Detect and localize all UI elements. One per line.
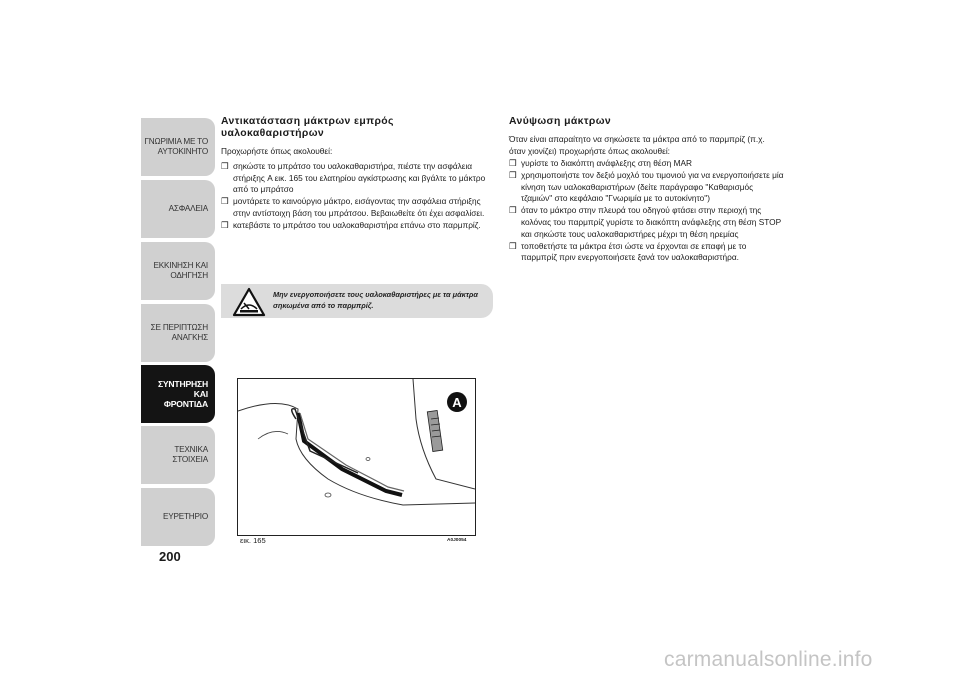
sidebar-tab-label: ΕΥΡΕΤΗΡΙΟ bbox=[162, 512, 208, 521]
list-item bbox=[221, 196, 496, 219]
sidebar-tab-technical-data[interactable] bbox=[141, 426, 215, 484]
left-intro: Προχωρήστε όπως ακολουθεί: bbox=[221, 146, 333, 156]
page-number: 200 bbox=[159, 549, 181, 564]
left-steps-list bbox=[221, 161, 496, 232]
left-heading: Αντικατάσταση μάκτρων εμπρός υαλοκαθαριστήρων bbox=[221, 116, 394, 139]
sidebar-tab-getting-to-know[interactable] bbox=[141, 118, 215, 176]
sidebar-tab-label: ΓΝΩΡΙΜΙΑ ΜΕ ΤΟ ΑΥΤΟΚΙΝΗΤΟ bbox=[144, 137, 208, 156]
list-item-text: σηκώστε το μπράτσο του υαλοκαθαριστήρα, πιέστε την ασφάλεια στήριξης A εικ. 165 του ελατηρίου αγκίστρωσης και βγάλτε το μάκτρο από το μπράτσο bbox=[233, 161, 486, 195]
list-item bbox=[221, 161, 496, 196]
list-item-text: μοντάρετε το καινούργιο μάκτρο, εισάγοντας την ασφάλεια στήριξης στην αντίστοιχη βάση του μπράτσου. Βεβαιωθείτε ότι έχει ασφαλίσει. bbox=[233, 196, 485, 218]
wiper-warning-icon bbox=[232, 287, 266, 322]
checkbox-bullet-icon: ❒ bbox=[509, 158, 517, 168]
wiper-illustration bbox=[238, 379, 475, 535]
warning-box bbox=[221, 284, 493, 318]
list-item bbox=[509, 170, 784, 205]
figure-code: A0J0054 bbox=[447, 538, 467, 543]
sidebar-tab-label: ΤΕΧΝΙΚΑ ΣΤΟΙΧΕΙΑ bbox=[172, 445, 208, 464]
list-item-text: κατεβάστε το μπράτσο του υαλοκαθαριστήρα επάνω στο παρμπρίζ. bbox=[233, 219, 481, 230]
right-heading: Ανύψωση μάκτρων bbox=[509, 116, 612, 127]
list-item-text: όταν το μάκτρο στην πλευρά του οδηγού φτάσει στην περιοχή της κολόνας του παρμπρίζ γυρίστε το διακόπτη ανάφλεξης στη θέση STOP και σηκώστε τους υαλοκαθαριστήρες μέχρι τη θέση ηρεμίας bbox=[521, 205, 782, 239]
sidebar-tab-safety[interactable] bbox=[141, 180, 215, 238]
sidebar-tab-index[interactable] bbox=[141, 488, 215, 546]
checkbox-bullet-icon: ❒ bbox=[221, 161, 229, 171]
sidebar-tab-maintenance[interactable] bbox=[141, 365, 215, 423]
list-item-text: γυρίστε το διακόπτη ανάφλεξης στη θέση MAR bbox=[521, 158, 693, 168]
list-item bbox=[509, 205, 784, 240]
sidebar-tab-emergency[interactable] bbox=[141, 304, 215, 362]
wiper-figure bbox=[237, 378, 476, 536]
sidebar-tab-starting-driving[interactable] bbox=[141, 242, 215, 300]
checkbox-bullet-icon: ❒ bbox=[221, 219, 229, 230]
right-intro: Όταν είναι απαραίτητο να σηκώσετε τα μάκτρα από το παρμπρίζ (π.χ. όταν χιονίζει) προχωρήστε όπως ακολουθεί: bbox=[509, 134, 765, 156]
right-steps-list bbox=[509, 158, 784, 264]
list-item bbox=[509, 158, 784, 170]
checkbox-bullet-icon: ❒ bbox=[509, 170, 517, 181]
sidebar-tab-label: ΣΕ ΠΕΡΙΠΤΩΣΗ ΑΝΑΓΚΗΣ bbox=[150, 323, 208, 342]
sidebar-tab-label: ΣΥΝΤΗΡΗΣΗ ΚΑΙ ΦΡΟΝΤΙΔΑ bbox=[157, 379, 208, 409]
list-item-text: χρησιμοποιήστε τον δεξιό μοχλό του τιμονιού για να ενεργοποιήσετε μία κίνηση των υαλοκαθαριστήρων (δείτε παράγραφο "Καθαρισμός τζαμιών" στο κεφάλαιο "Γνωριμία με το αυτοκίνητο") bbox=[521, 170, 784, 204]
watermark: carmanualsonline.info bbox=[664, 648, 873, 671]
checkbox-bullet-icon: ❒ bbox=[509, 240, 517, 251]
figure-marker-a: A bbox=[452, 395, 462, 410]
figure-caption: εικ. 165 bbox=[240, 536, 266, 545]
list-item-text: τοποθετήστε τα μάκτρα έτσι ώστε να έρχονται σε επαφή με το παρμπρίζ πριν ενεργοποιήσετε ξανά τον υαλοκαθαριστήρα. bbox=[521, 240, 747, 263]
list-item bbox=[221, 220, 496, 232]
checkbox-bullet-icon: ❒ bbox=[221, 196, 229, 207]
warning-text: Μην ενεργοποιήσετε τους υαλοκαθαριστήρες με τα μάκτρα σηκωμένα από το παρμπρίζ. bbox=[273, 290, 478, 310]
checkbox-bullet-icon: ❒ bbox=[509, 205, 517, 216]
sidebar-tab-label: ΑΣΦΑΛΕΙΑ bbox=[168, 204, 208, 213]
sidebar-tab-label: ΕΚΚΙΝΗΣΗ ΚΑΙ ΟΔΗΓΗΣΗ bbox=[153, 261, 208, 280]
list-item bbox=[509, 241, 784, 264]
